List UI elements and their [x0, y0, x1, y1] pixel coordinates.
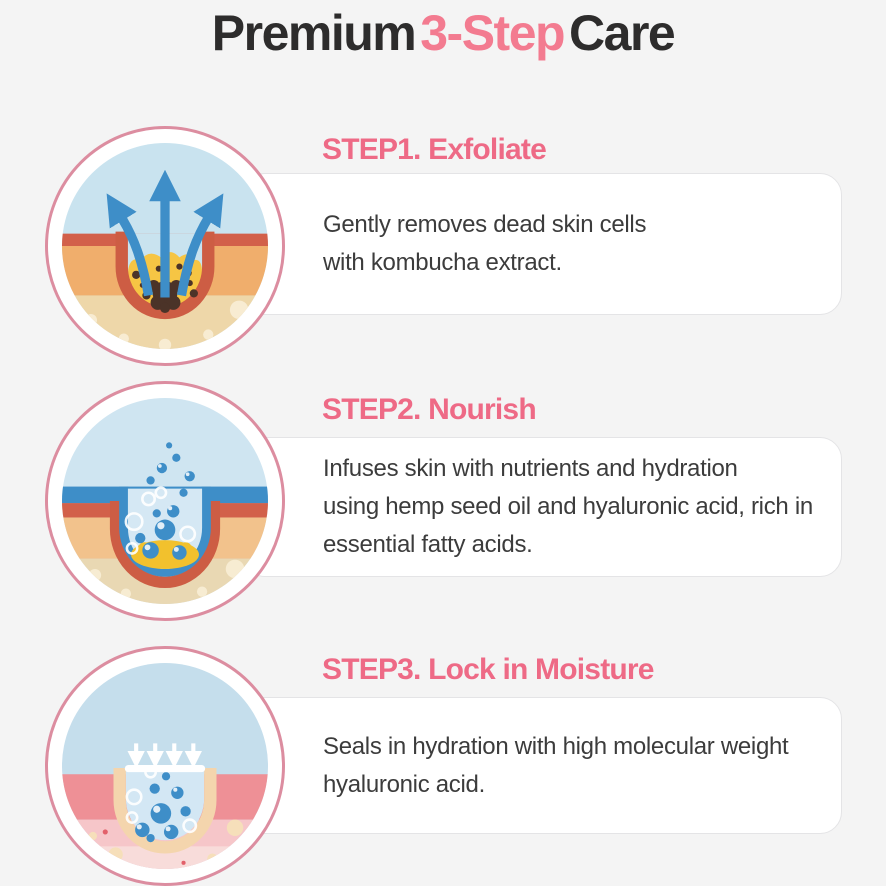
step-2-circle-badge — [45, 381, 285, 621]
step-1-body-line: Gently removes dead skin cells — [323, 211, 647, 238]
step-2-body-line: Infuses skin with nutrients and hydration — [323, 455, 738, 482]
step-1-circle-badge — [45, 126, 285, 366]
step-1-body-line: with kombucha extract. — [323, 249, 562, 276]
step-1-heading: STEP1. Exfoliate — [322, 133, 546, 166]
page-title — [0, 2, 886, 64]
step-2-heading: STEP2. Nourish — [322, 393, 536, 426]
title-suffix: Care — [569, 5, 675, 61]
pore-lock-moisture-illustration-icon — [62, 663, 268, 869]
step-1-card — [243, 173, 842, 315]
pore-exfoliate-illustration-icon — [62, 143, 268, 349]
step-3-body-line: hyaluronic acid. — [323, 770, 485, 798]
pore-nourish-illustration-icon — [62, 398, 268, 604]
step-2-body-line: essential fatty acids. — [323, 531, 533, 558]
title-prefix: Premium — [211, 5, 416, 61]
step-3-heading: STEP3. Lock in Moisture — [322, 653, 654, 686]
step-3-card — [243, 697, 842, 834]
step-3-body-line: Seals in hydration with high molecular weight — [323, 732, 789, 760]
step-3-circle-badge — [45, 646, 285, 886]
step-2-body-line: using hemp seed oil and hyaluronic acid, rich in — [323, 493, 813, 520]
step-2-card — [243, 437, 842, 577]
title-highlight: 3-Step — [420, 5, 565, 61]
